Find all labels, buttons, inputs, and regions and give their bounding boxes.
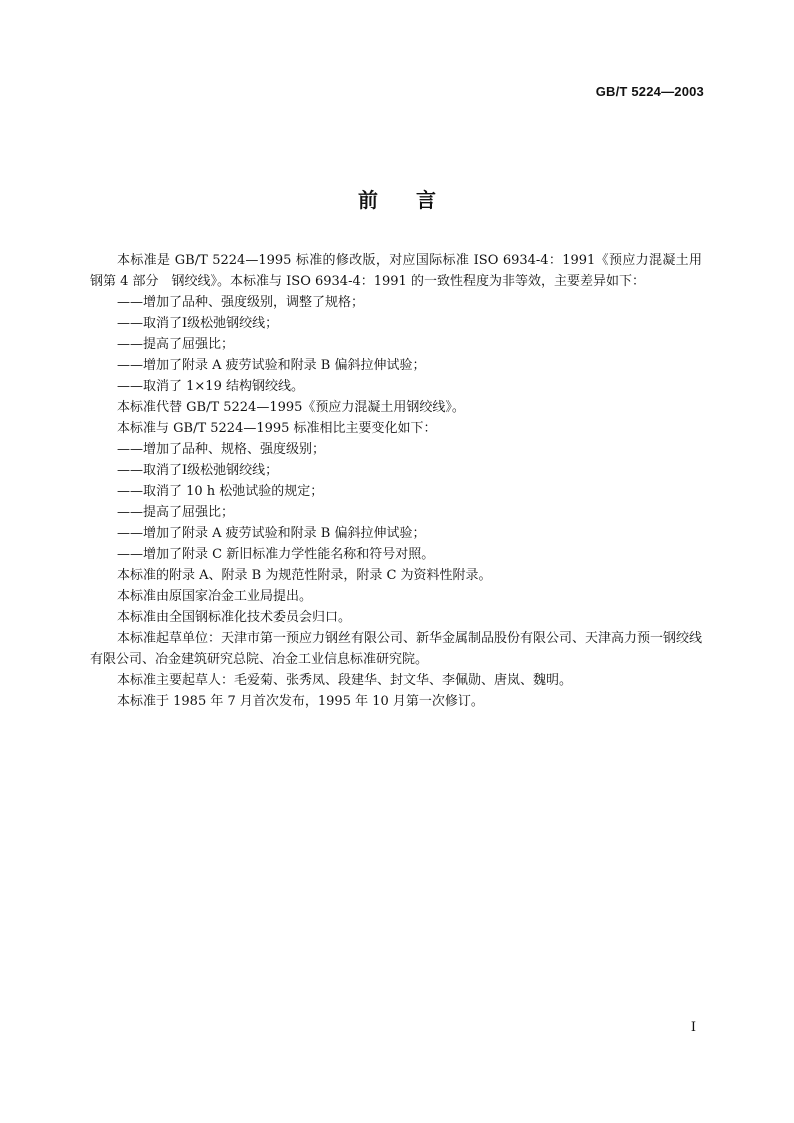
paragraph: ——增加了品种、规格、强度级别； <box>117 442 326 457</box>
paragraph: 本标准与 GB/T 5224—1995 标准相比主要变化如下： <box>117 421 437 436</box>
page-number: I <box>690 1020 696 1035</box>
paragraph: ——取消了 1×19 结构钢绞线。 <box>117 379 304 394</box>
page-title: 前言 <box>358 188 474 212</box>
standard-code: GB/T 5224—2003 <box>595 84 704 99</box>
paragraph: ——取消了Ⅰ级松弛钢绞线； <box>117 316 279 331</box>
paragraph: ——提高了屈强比； <box>117 505 235 520</box>
paragraph: ——增加了品种、强度级别，调整了规格； <box>117 295 365 310</box>
paragraph: ——提高了屈强比； <box>117 337 235 352</box>
paragraph: 本标准是 GB/T 5224—1995 标准的修改版，对应国际标准 ISO 6934-4：1991《预应力混凝土用钢第 4 部分 钢绞线》。本标准与 ISO 6934-4：1991 的一致性程度为非等效，主要差异如下： <box>90 253 702 289</box>
paragraph: ——增加了附录 C 新旧标准力学性能名称和符号对照。 <box>117 547 435 562</box>
paragraph: 本标准起草单位：天津市第一预应力钢丝有限公司、新华金属制品股份有限公司、天津高力预一钢绞线有限公司、冶金建筑研究总院、冶金工业信息标准研究院。 <box>90 631 703 667</box>
paragraph: 本标准代替 GB/T 5224—1995《预应力混凝土用钢绞线》。 <box>117 400 465 415</box>
paragraph: 本标准于 1985 年 7 月首次发布，1995 年 10 月第一次修订。 <box>117 694 484 709</box>
paragraph: 本标准由全国钢标准化技术委员会归口。 <box>117 610 352 625</box>
paragraph: ——取消了Ⅰ级松弛钢绞线； <box>117 463 279 478</box>
paragraph: 本标准由原国家冶金工业局提出。 <box>117 589 313 604</box>
paragraph: ——取消了 10 h 松弛试验的规定； <box>117 484 324 499</box>
paragraph: 本标准主要起草人：毛爱菊、张秀凤、段建华、封文华、李佩勋、唐岚、魏明。 <box>117 673 573 688</box>
paragraph: 本标准的附录 A、附录 B 为规范性附录，附录 C 为资料性附录。 <box>117 568 492 583</box>
paragraph: ——增加了附录 A 疲劳试验和附录 B 偏斜拉伸试验； <box>117 526 426 541</box>
foreword-body <box>90 250 702 712</box>
paragraph: ——增加了附录 A 疲劳试验和附录 B 偏斜拉伸试验； <box>117 358 426 373</box>
